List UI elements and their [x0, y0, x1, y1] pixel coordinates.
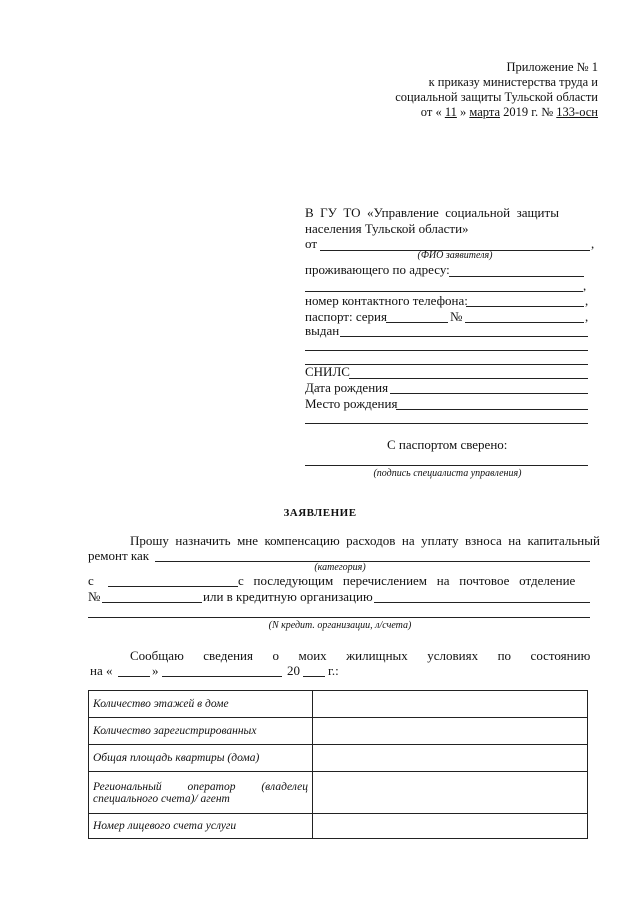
- passport-comma: ,: [585, 309, 589, 324]
- credit-org-text: или в кредитную организацию: [203, 589, 373, 604]
- inform-month-line[interactable]: [162, 676, 282, 677]
- address-comma: ,: [583, 278, 587, 293]
- passport-label: паспорт: серия: [305, 309, 387, 324]
- passport-number-line[interactable]: [465, 322, 584, 323]
- header-date-line: [421, 105, 598, 120]
- header-line-1: Приложение № 1: [506, 60, 598, 74]
- snils-label: СНИЛС: [305, 364, 350, 379]
- table-cell-value[interactable]: [313, 691, 588, 718]
- issued-line-2[interactable]: [305, 350, 588, 351]
- fio-comma: ,: [591, 236, 595, 251]
- category-caption: (категория): [314, 562, 366, 573]
- inform-text-line-1: Сообщаю сведения о моих жилищных условиях по состоянию: [130, 648, 591, 663]
- post-office-number-line[interactable]: [102, 602, 202, 603]
- birth-place-label: Место рождения: [305, 396, 398, 411]
- address-line-2[interactable]: [305, 291, 583, 292]
- inform-on-label: на «: [90, 663, 113, 678]
- request-text-line-1: Прошу назначить мне компенсацию расходов на уплату взноса на капитальный: [130, 533, 600, 548]
- addressee-line-1: В ГУ ТО «Управление социальной защиты: [305, 205, 559, 220]
- document-title: ЗАЯВЛЕНИЕ: [283, 507, 357, 519]
- specialist-signature-caption: (подпись специалиста управления): [373, 468, 522, 479]
- credit-org-caption: (N кредит. организации, л/счета): [268, 620, 412, 631]
- date-year: 2019 г. №: [503, 105, 554, 119]
- from-date-label: с: [88, 573, 94, 588]
- phone-comma: ,: [585, 293, 589, 308]
- table-row: [89, 745, 588, 772]
- date-month: марта: [469, 105, 500, 119]
- date-mid: »: [460, 105, 467, 119]
- table-row: [89, 718, 588, 745]
- table-cell-value[interactable]: [313, 718, 588, 745]
- birth-date-label: Дата рождения: [305, 380, 389, 395]
- order-number: 133-осн: [556, 105, 598, 119]
- credit-org-line-1[interactable]: [374, 602, 590, 603]
- birth-place-line[interactable]: [396, 409, 588, 410]
- birth-date-line[interactable]: [390, 393, 588, 394]
- passport-verified-text: С паспортом сверено:: [387, 437, 508, 452]
- snils-line[interactable]: [349, 378, 588, 379]
- fio-caption: (ФИО заявителя): [417, 250, 493, 261]
- passport-number-label: №: [450, 309, 463, 324]
- table-cell-label: Количество этажей в доме: [89, 691, 313, 718]
- date-day: 11: [444, 105, 457, 119]
- inform-day-line[interactable]: [118, 676, 150, 677]
- transfer-text: с последующим перечислением на почтовое отделение: [238, 573, 576, 588]
- table-cell-value[interactable]: [313, 772, 588, 814]
- credit-org-line-2[interactable]: [88, 617, 590, 618]
- table-cell-value[interactable]: [313, 814, 588, 839]
- phone-label: номер контактного телефона:: [305, 293, 468, 308]
- specialist-signature-line[interactable]: [305, 465, 588, 466]
- table-cell-label: Номер лицевого счета услуги: [89, 814, 313, 839]
- address-label: проживающего по адресу:: [305, 262, 450, 277]
- passport-series-line[interactable]: [386, 322, 448, 323]
- table-cell-value[interactable]: [313, 745, 588, 772]
- table-row: [89, 691, 588, 718]
- header-line-3: социальной защиты Тульской области: [395, 90, 598, 104]
- addressee-line-2: населения Тульской области»: [305, 221, 469, 236]
- from-date-line[interactable]: [108, 586, 238, 587]
- table-cell-label: Общая площадь квартиры (дома): [89, 745, 313, 772]
- housing-info-table: [88, 690, 588, 839]
- table-cell-label: Количество зарегистрированных: [89, 718, 313, 745]
- issued-line-1[interactable]: [340, 336, 588, 337]
- inform-year-line[interactable]: [303, 676, 325, 677]
- date-prefix: от «: [420, 105, 442, 119]
- header-line-2: к приказу министерства труда и: [428, 75, 598, 89]
- table-cell-label: Региональный оператор (владелец специального счета)/ агент: [89, 772, 313, 814]
- table-row: [89, 772, 588, 814]
- from-label: от: [305, 236, 318, 251]
- post-office-number-label: №: [88, 589, 101, 604]
- inform-quote: »: [152, 663, 159, 678]
- request-text-line-2: ремонт как: [88, 548, 150, 563]
- inform-year-label: 20: [287, 663, 300, 678]
- issued-label: выдан: [305, 323, 340, 338]
- birth-place-line-2[interactable]: [305, 423, 588, 424]
- inform-end: г.:: [328, 663, 339, 678]
- address-line-1[interactable]: [449, 276, 584, 277]
- phone-line[interactable]: [466, 306, 584, 307]
- table-row: [89, 814, 588, 839]
